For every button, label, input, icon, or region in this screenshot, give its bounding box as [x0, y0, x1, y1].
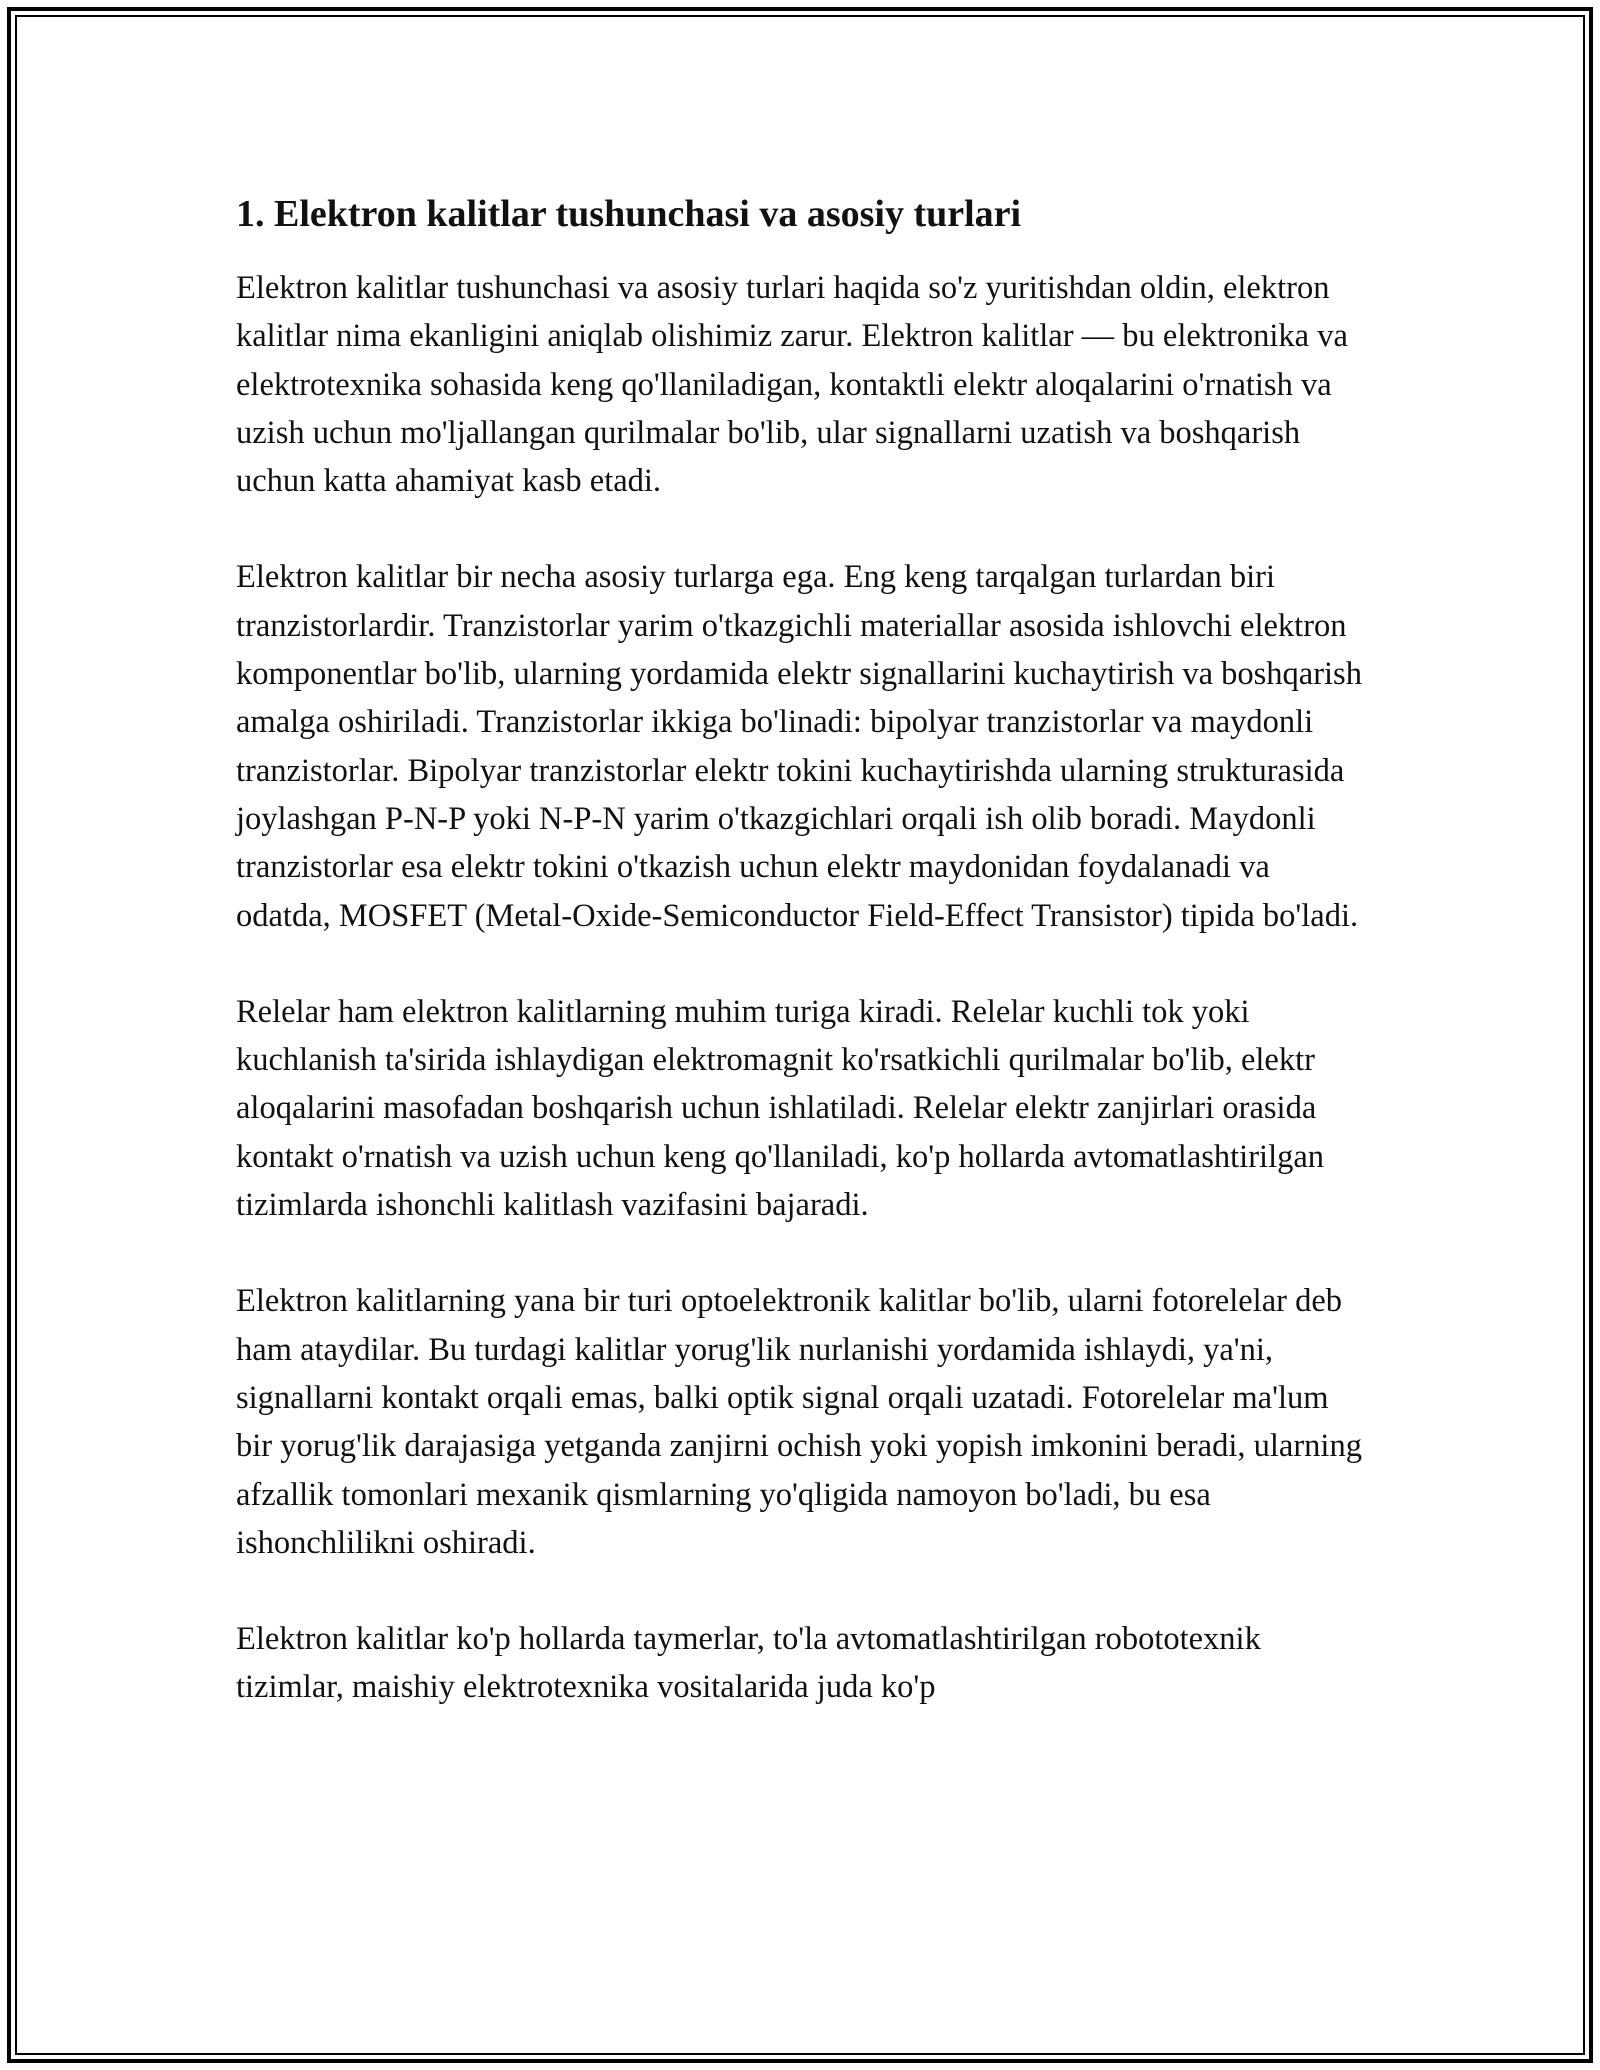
- paragraph-intro: Elektron kalitlar tushunchasi va asosiy turlari haqida so'z yuritishdan oldin, elektron kalitlar nima ekanligini aniqlab olishimiz zarur. Elektron kalitlar — bu elektronika va elektrotexnika sohasida keng qo'llaniladigan, kontaktli elektr aloqalarini o'rnatish va uzish uchun mo'ljallangan qurilmalar bo'lib, ular signallarni uzatish va boshqarish uchun katta ahamiyat kasb etadi.: [236, 270, 1348, 500]
- paragraph-relays: Relelar ham elektron kalitlarning muhim turiga kiradi. Relelar kuchli tok yoki kuchlanish ta'sirida ishlaydigan elektromagnit ko'rsatkichli qurilmalar bo'lib, elektr aloqalarini masofadan boshqarish uchun ishlatiladi. Relelar elektr zanjirlari orasida kontakt o'rnatish va uzish uchun keng qo'llaniladi, ko'p hollarda avtomatlashtirilgan tizimlarda ishonchli kalitlash vazifasini bajaradi.: [236, 993, 1325, 1224]
- paragraph-optoelectronic: Elektron kalitlarning yana bir turi optoelektronik kalitlar bo'lib, ularni fotorelelar deb ham ataydilar. Bu turdagi kalitlar yorug'lik nurlanishi yordamida ishlaydi, ya'ni, signallarni kontakt orqali emas, balki optik signal orqali uzatadi. Fotorelelar ma'lum bir yorug'lik darajasiga yetganda zanjirni ochish yoki yopish imkonini beradi, ularning afzallik tomonlari mexanik qismlarning yo'qligida namoyon bo'ladi, bu esa ishonchlilikni oshiradi.: [236, 1283, 1362, 1561]
- section-heading: 1. Elektron kalitlar tushunchasi va asosiy turlari: [236, 193, 1022, 235]
- paragraph-applications: Elektron kalitlar ko'p hollarda taymerlar, to'la avtomatlashtirilgan robototexnik tizimlar, maishiy elektrotexnika vositalarida juda ko'p: [236, 1621, 1261, 1706]
- document-body: [236, 186, 1366, 1712]
- paragraph-transistors: Elektron kalitlar bir necha asosiy turlarga ega. Eng keng tarqalgan turlardan biri tranzistorlardir. Tranzistorlar yarim o'tkazgichli materiallar asosida ishlovchi elektron komponentlar bo'lib, ularning yordamida elektr signallarini kuchaytirish va boshqarish amalga oshiriladi. Tranzistorlar ikkiga bo'linadi: bipolyar tranzistorlar va maydonli tranzistorlar. Bipolyar tranzistorlar elektr tokini kuchaytirishda ularning strukturasida joylashgan P-N-P yoki N-P-N yarim o'tkazgichlari orqali ish olib boradi. Maydonli tranzistorlar esa elektr tokini o'tkazish uchun elektr maydonidan foydalanadi va odatda, MOSFET (Metal-Oxide-Semiconductor Field-Effect Transistor) tipida bo'ladi.: [236, 559, 1362, 934]
